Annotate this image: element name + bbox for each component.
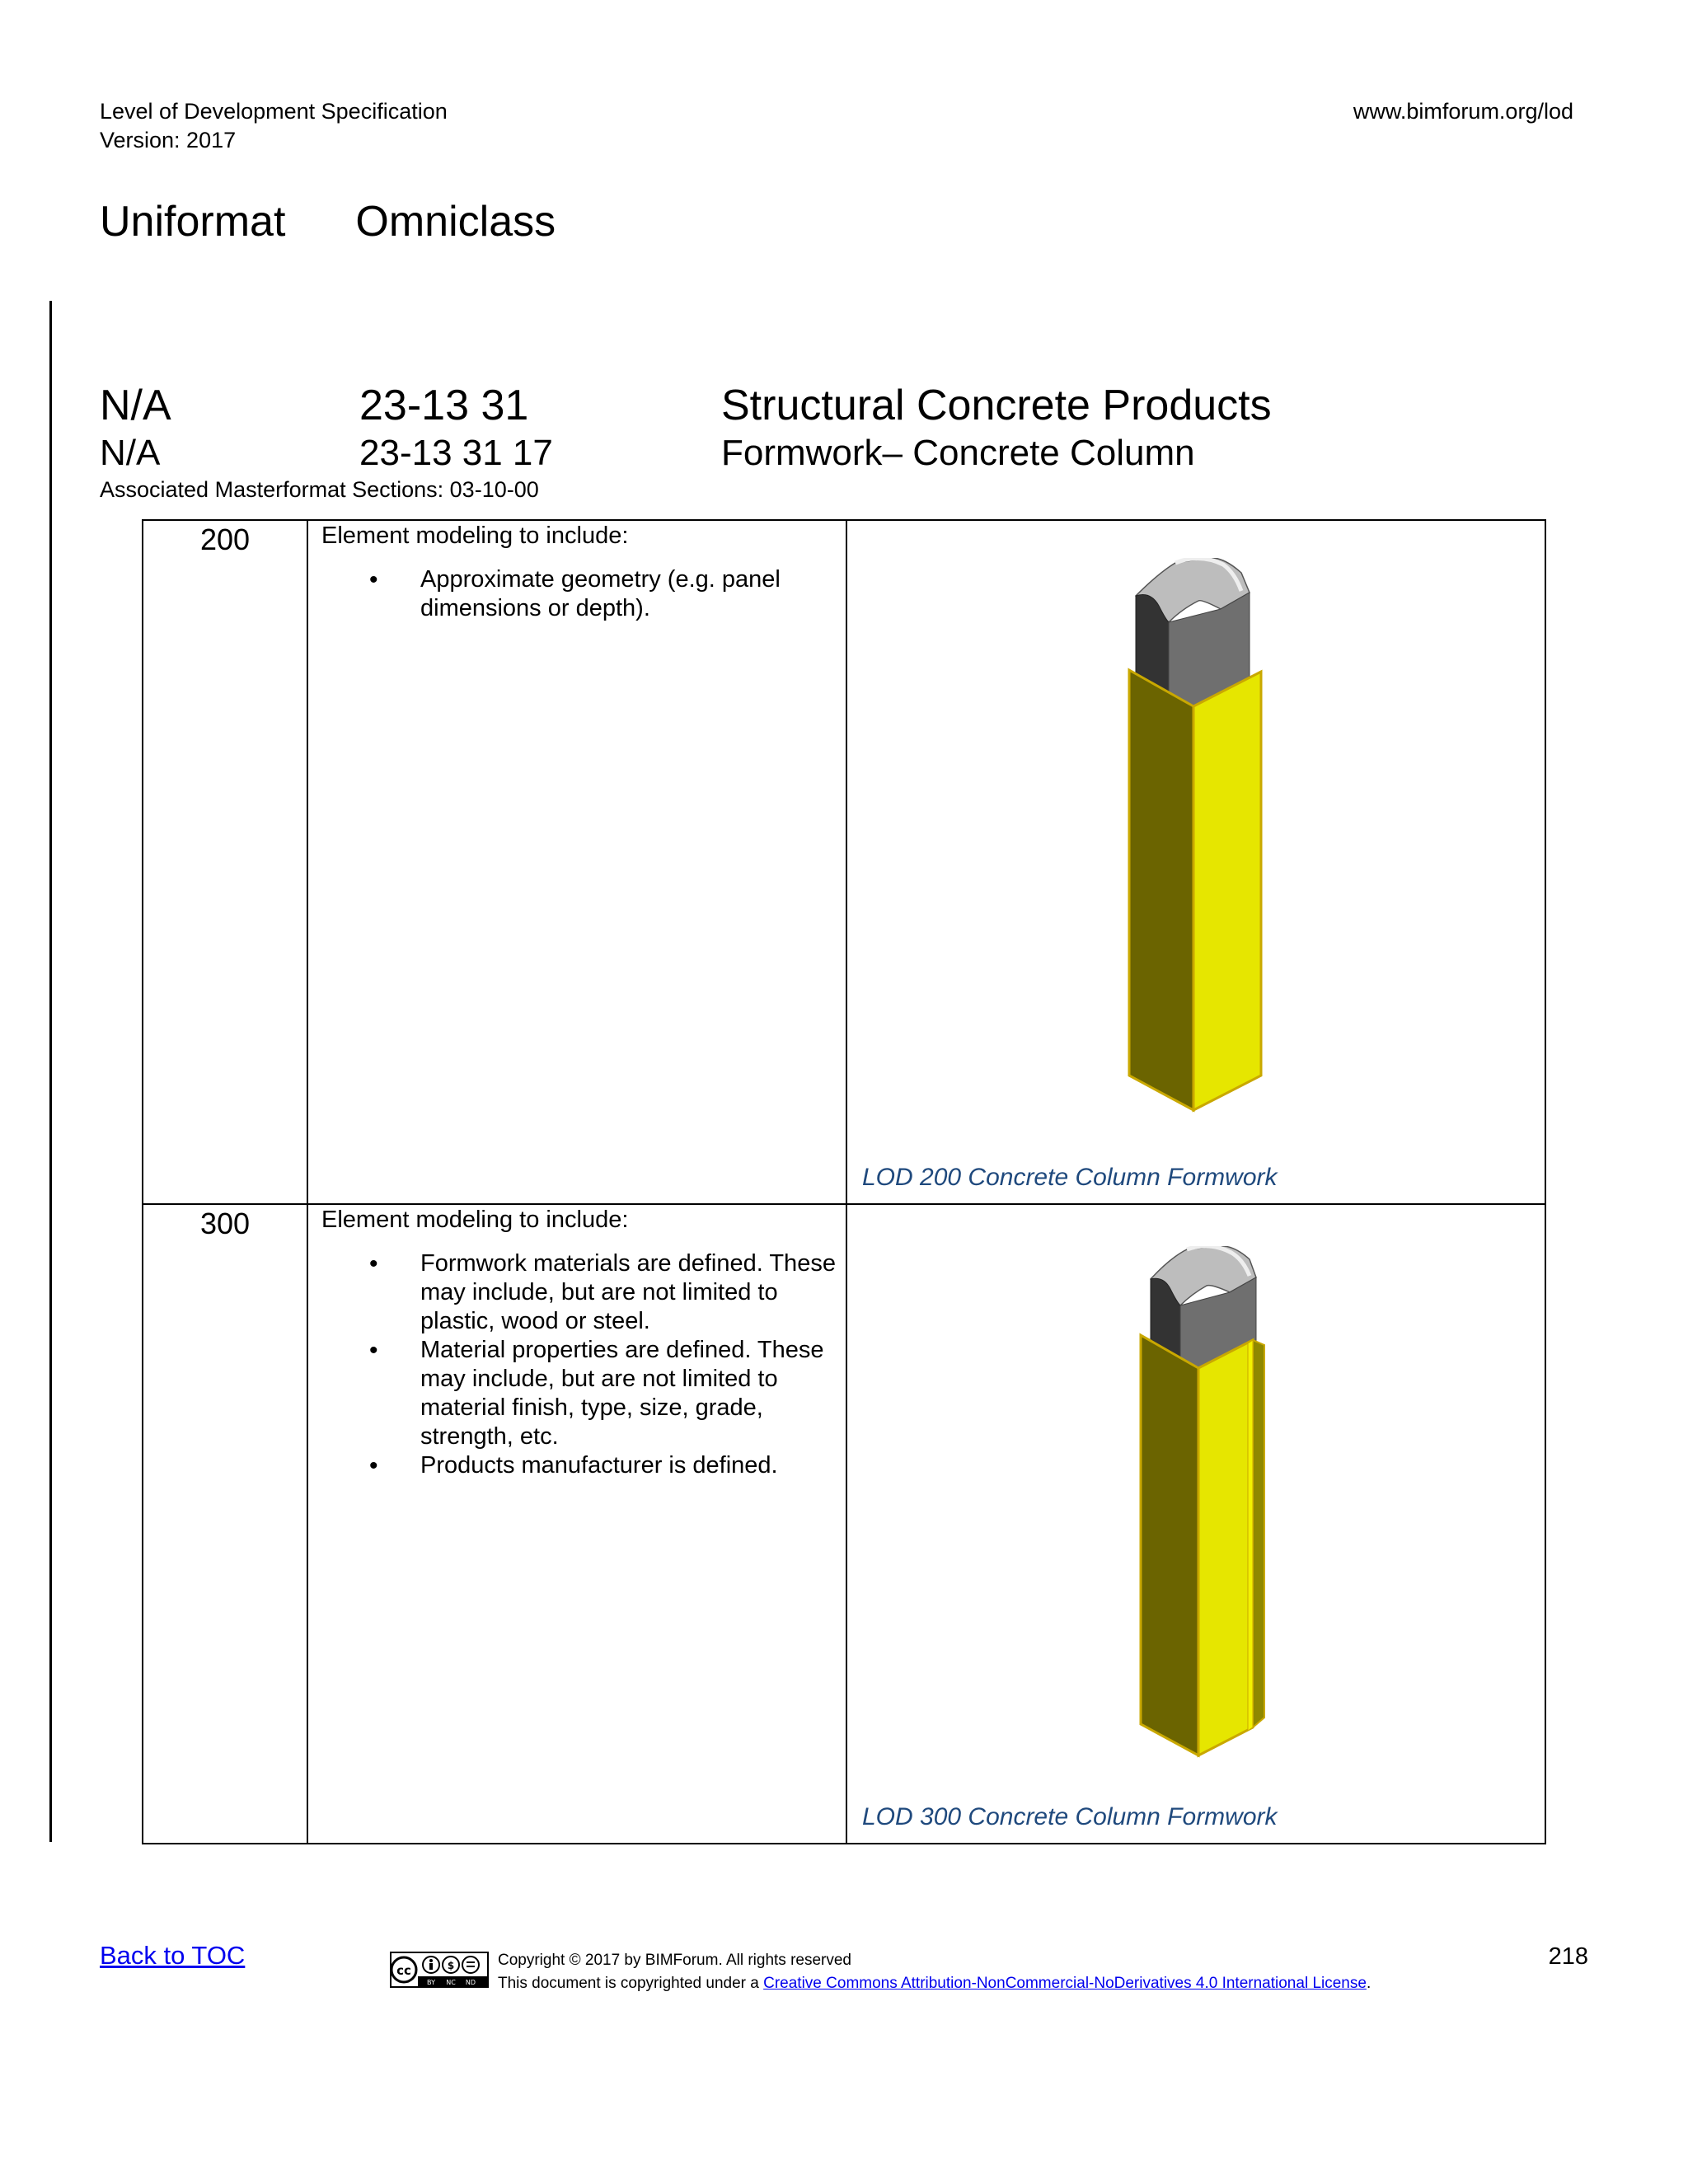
svg-text:NC: NC [446, 1979, 456, 1986]
spec-version: Version: 2017 [100, 128, 237, 152]
list-item: • Formwork materials are defined. These may include, but are not limited to plastic, wood or steel. [420, 1249, 837, 1336]
lod-level: 300 [143, 1204, 307, 1844]
lod-level: 200 [143, 520, 307, 1204]
page-number: 218 [1548, 1943, 1588, 1970]
document-header [100, 97, 448, 155]
svg-text:BY: BY [427, 1979, 435, 1986]
lod-illustration-cell [846, 1204, 1545, 1844]
site-url: www.bimforum.org/lod [1353, 99, 1573, 124]
svg-text:ND: ND [465, 1979, 476, 1986]
list-item: • Material properties are defined. These may include, but are not limited to material finish, type, size, grade, strength, etc. [420, 1336, 837, 1451]
license-line [498, 1972, 1371, 1995]
copyright-notice [498, 1949, 1371, 1995]
illustration-caption: LOD 300 Concrete Column Formwork [862, 1803, 1278, 1830]
license-link[interactable]: Creative Commons Attribution-NonCommercial-NoDerivatives 4.0 International License [763, 1975, 1367, 1992]
svg-text:$: $ [447, 1960, 455, 1971]
creative-commons-badge-icon [390, 1952, 489, 1988]
uniformat-code: N/A [100, 433, 161, 473]
lod-description [307, 1204, 846, 1844]
description-heading: Element modeling to include: [321, 1207, 629, 1233]
svg-text:cc: cc [396, 1963, 411, 1978]
classification-headings [100, 194, 556, 249]
spec-title: Level of Development Specification [100, 99, 448, 124]
lod-description [307, 520, 846, 1204]
lod-illustration-cell [846, 520, 1545, 1204]
copyright-line: Copyright © 2017 by BIMForum. All rights reserved [498, 1952, 852, 1969]
list-item: • Products manufacturer is defined. [420, 1451, 837, 1480]
license-prefix: This document is copyrighted under a [498, 1975, 764, 1992]
revision-bar [49, 301, 52, 1842]
classification-title: Formwork– Concrete Column [721, 433, 1195, 473]
uniformat-code: N/A [100, 382, 171, 429]
omniclass-heading: Omniclass [355, 198, 556, 246]
illustration-caption: LOD 200 Concrete Column Formwork [862, 1164, 1278, 1191]
table-row [143, 1204, 1545, 1844]
classification-title: Structural Concrete Products [721, 382, 1272, 429]
license-suffix: . [1366, 1975, 1372, 1992]
omniclass-code: 23-13 31 [359, 382, 529, 429]
description-heading: Element modeling to include: [321, 523, 629, 549]
omniclass-code: 23-13 31 17 [359, 433, 553, 473]
requirement-list [321, 565, 837, 623]
uniformat-heading: Uniformat [100, 198, 286, 246]
formwork-column-illustration [1132, 1246, 1297, 1774]
list-item: • Approximate geometry (e.g. panel dimensions or depth). [420, 565, 837, 623]
table-row [143, 520, 1545, 1204]
lod-table [142, 519, 1546, 1844]
back-to-toc-link[interactable]: Back to TOC [100, 1941, 246, 1970]
formwork-column-illustration [1126, 558, 1291, 1118]
requirement-list [321, 1249, 837, 1480]
masterformat-sections: Associated Masterformat Sections: 03-10-00 [100, 477, 539, 502]
